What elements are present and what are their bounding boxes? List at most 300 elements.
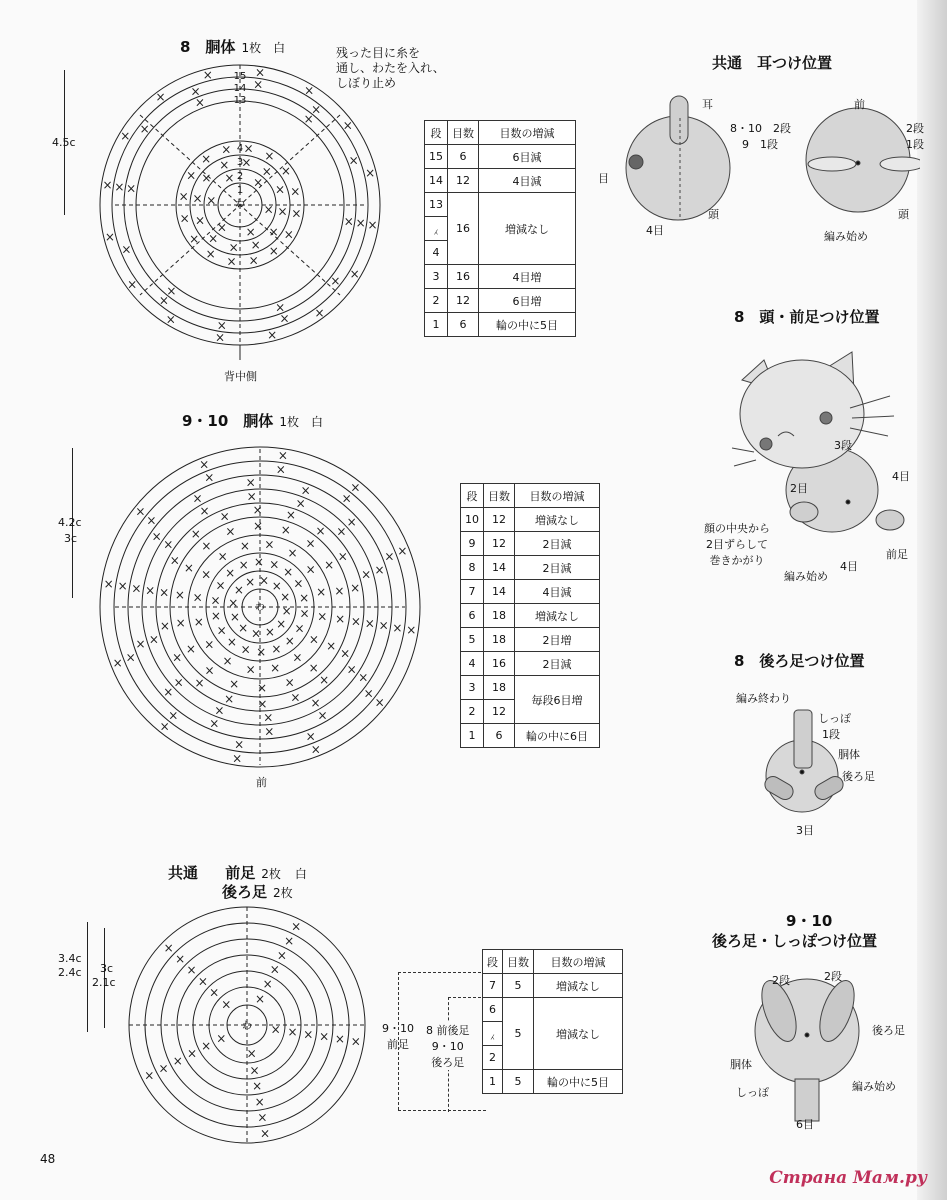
back910-label-start: 編み始め: [852, 1080, 896, 1093]
stitch-mark: ×: [262, 976, 273, 991]
back910-title-b: 後ろ足・しっぽつけ位置: [712, 932, 878, 950]
body8-count: 1枚 白: [241, 41, 286, 55]
stitch-mark: ×: [315, 524, 326, 539]
stitch-mark: ×: [334, 584, 345, 598]
stitch-mark: ×: [253, 555, 264, 569]
stitch-mark: ×: [240, 642, 251, 657]
table-row: [425, 313, 576, 337]
stitch-mark: ×: [319, 672, 330, 687]
table-header-row: [461, 484, 600, 508]
table-cell: 7: [483, 974, 503, 998]
stitch-mark: ×: [275, 462, 286, 477]
stitch-mark: ×: [294, 621, 305, 636]
stitch-mark: ×: [194, 95, 205, 110]
stitch-mark: ×: [112, 655, 123, 670]
stitch-mark: ×: [308, 632, 319, 647]
stitch-mark: ×: [283, 227, 294, 242]
back910-label-six: 6目: [796, 1118, 814, 1131]
table-cell: 2: [461, 700, 484, 724]
svg-text:わ: わ: [255, 602, 265, 613]
body8-round-label: 15: [233, 71, 247, 82]
stitch-mark: ×: [250, 626, 262, 641]
table-row: [425, 145, 576, 169]
table-cell: 毎段6目増: [515, 676, 600, 724]
stitch-mark: ×: [252, 1079, 263, 1094]
watermark-logo: Страна Мам.ру: [769, 1168, 927, 1188]
stitch-mark: ×: [314, 305, 325, 320]
table-cell: 増減なし: [515, 604, 600, 628]
body910-title: [182, 410, 323, 431]
back910-label-back-leg: 後ろ足: [872, 1024, 905, 1037]
stitch-mark: ×: [264, 149, 275, 164]
stitch-mark: ×: [192, 191, 203, 206]
stitch-mark: ×: [274, 182, 286, 197]
body910-table: [460, 483, 600, 748]
table-cell: 18: [484, 676, 515, 700]
table-cell: 12: [448, 289, 479, 313]
stitch-mark: ×: [204, 637, 215, 652]
stitch-mark: ×: [233, 583, 244, 598]
stitch-mark: ×: [201, 152, 212, 167]
legs-label-line: 9・10: [382, 1022, 414, 1035]
stitch-mark: ×: [166, 284, 177, 298]
stitch-mark: ×: [269, 557, 280, 572]
stitch-mark: ×: [148, 632, 159, 647]
body910-bottom-label: 前: [256, 776, 267, 789]
ear-title: 共通 耳つけ位置: [712, 54, 833, 72]
table-row: [461, 532, 600, 556]
body910-dimension-a: 4.2c: [58, 516, 82, 529]
stitch-mark: ×: [159, 719, 170, 734]
stitch-mark: ×: [311, 102, 322, 117]
stitch-mark: ×: [300, 483, 311, 498]
stitch-mark: ×: [238, 621, 249, 636]
body8-round-label: 3: [236, 157, 244, 168]
back8-label-body: 胴体: [838, 748, 860, 761]
table-header: 段: [425, 121, 448, 145]
stitch-mark: ×: [317, 609, 328, 624]
table-row: [461, 676, 600, 700]
stitch-mark: ×: [350, 614, 361, 629]
stitch-mark: ×: [261, 164, 272, 179]
body8-round-label: 1: [236, 185, 244, 196]
back8-label-end: 編み終わり: [736, 692, 791, 705]
table-cell: 14: [425, 169, 448, 193]
table-cell: 13: [425, 193, 448, 217]
stitch-mark: ×: [276, 616, 287, 631]
table-header: 目数: [503, 950, 534, 974]
stitch-mark: ×: [346, 662, 357, 677]
stitch-mark: ×: [348, 153, 359, 168]
head8-label-four-moku2: 4目: [840, 560, 858, 573]
stitch-mark: ×: [303, 1027, 314, 1042]
head8-note-line: 2目ずらして: [706, 538, 768, 551]
stitch-mark: ×: [363, 686, 374, 701]
stitch-mark: ×: [206, 193, 217, 208]
stitch-mark: ×: [135, 504, 146, 519]
stitch-mark: ×: [209, 716, 220, 731]
legs-label-line: 8 前後足: [426, 1024, 470, 1037]
ear-diagram: [610, 88, 920, 238]
stitch-mark: ×: [246, 489, 257, 504]
stitch-mark: ×: [169, 553, 180, 568]
ear-label-four: 4目: [646, 224, 664, 237]
stitch-mark: ×: [291, 919, 302, 934]
table-row: [483, 1070, 623, 1094]
stitch-mark: ×: [340, 646, 351, 661]
table-cell: ⁁: [425, 217, 448, 241]
stitch-mark: ×: [229, 676, 240, 691]
stitch-mark: ×: [254, 992, 266, 1007]
table-cell: 14: [484, 580, 515, 604]
stitch-mark: ×: [246, 1046, 257, 1061]
legs-back: 後ろ足: [222, 883, 268, 901]
head8-center-note: [704, 520, 770, 568]
stitch-mark: ×: [163, 685, 174, 699]
stitch-mark: ×: [349, 267, 360, 282]
stitch-mark: ×: [305, 729, 316, 744]
stitch-mark: ×: [210, 608, 221, 623]
table-row: [461, 556, 600, 580]
stitch-mark: ×: [121, 242, 132, 257]
stitch-mark: ×: [229, 609, 240, 624]
stitch-mark: ×: [165, 312, 176, 327]
stitch-mark: ×: [102, 178, 113, 192]
body8-bottom-label: 背中側: [224, 370, 257, 383]
stitch-mark: ×: [228, 240, 239, 255]
back8-title: 8 後ろ足つけ位置: [734, 652, 865, 670]
stitch-mark: ×: [303, 112, 314, 126]
stitch-mark: ×: [201, 567, 212, 582]
back8-label-back-leg: 後ろ足: [842, 770, 875, 783]
head8-note-line: 顔の中央から: [704, 522, 770, 535]
table-cell: 5: [461, 628, 484, 652]
legs-front-count: 2枚: [261, 867, 281, 881]
table-cell: 6: [461, 604, 484, 628]
table-cell: 2目減: [515, 556, 600, 580]
table-cell: 1: [461, 724, 484, 748]
stitch-mark: ×: [350, 1034, 361, 1049]
table-cell: 輪の中に5目: [479, 313, 576, 337]
ear-label-rounds9: 9 1段: [742, 138, 778, 151]
stitch-mark: ×: [253, 175, 264, 190]
stitch-mark: ×: [241, 155, 252, 170]
table-cell: 4: [425, 241, 448, 265]
stitch-mark: ×: [201, 171, 212, 186]
legs-common: 共通: [168, 864, 199, 882]
stitch-mark: ×: [290, 690, 301, 705]
stitch-mark: ×: [267, 328, 278, 343]
back910-title-a: 9・10: [786, 912, 833, 930]
stitch-mark: ×: [197, 974, 208, 989]
stitch-mark: ×: [392, 620, 403, 635]
table-cell: 12: [448, 169, 479, 193]
table-row: [425, 265, 576, 289]
table-cell: 9: [461, 532, 484, 556]
table-header: 目数: [448, 121, 479, 145]
stitch-mark: ×: [186, 963, 197, 978]
table-cell: 2目増: [515, 628, 600, 652]
table-row: [483, 998, 623, 1022]
stitch-mark: ×: [185, 642, 196, 657]
stitch-mark: ×: [163, 537, 174, 552]
legs-label-910: [382, 1020, 414, 1052]
table-cell: 3: [425, 265, 448, 289]
stitch-mark: ×: [178, 189, 189, 204]
table-cell: 5: [503, 974, 534, 998]
stitch-mark: ×: [201, 539, 212, 554]
stitch-mark: ×: [192, 491, 203, 506]
stitch-mark: ×: [172, 650, 183, 665]
body8-note-line: しぼり止め: [336, 76, 397, 90]
stitch-mark: ×: [199, 503, 210, 518]
stitch-mark: ×: [172, 1053, 183, 1068]
legs-table: [482, 949, 623, 1094]
table-cell: 6: [448, 313, 479, 337]
body8-note-line: 残った目に糸を: [336, 46, 421, 60]
table-cell: 輪の中に6目: [515, 724, 600, 748]
stitch-mark: ×: [135, 636, 146, 651]
body8-chart: [95, 55, 385, 365]
table-row: [461, 580, 600, 604]
stitch-mark: ×: [374, 695, 385, 710]
body910-title-text: 9・10 胴体: [182, 412, 274, 430]
body8-round-label: 4: [236, 143, 244, 154]
table-cell: 6: [448, 145, 479, 169]
stitch-mark: ×: [204, 663, 215, 678]
stitch-mark: ×: [350, 480, 361, 495]
stitch-mark: ×: [139, 121, 150, 136]
stitch-mark: ×: [215, 578, 226, 593]
table-cell: 12: [484, 508, 515, 532]
stitch-mark: ×: [374, 563, 385, 578]
stitch-mark: ×: [216, 1031, 227, 1046]
stitch-mark: ×: [277, 204, 288, 219]
head8-label-four-moku: 4目: [892, 470, 910, 483]
table-cell: 6: [483, 998, 503, 1022]
body8-round-label: 2: [236, 171, 244, 182]
stitch-mark: ×: [221, 997, 232, 1012]
ear-label-two: 2段: [906, 122, 924, 135]
stitch-mark: ×: [378, 618, 389, 633]
stitch-mark: ×: [216, 220, 227, 235]
stitch-mark: ×: [384, 549, 395, 564]
table-cell: 8: [461, 556, 484, 580]
stitch-mark: ×: [258, 573, 270, 588]
stitch-mark: ×: [158, 293, 169, 308]
table-cell: 16: [448, 193, 479, 265]
stitch-mark: ×: [144, 1068, 155, 1083]
stitch-mark: ×: [214, 330, 226, 345]
stitch-mark: ×: [284, 675, 295, 690]
body8-table: [424, 120, 576, 337]
table-header-row: [425, 121, 576, 145]
stitch-mark: ×: [406, 622, 417, 637]
head8-title: 8 頭・前足つけ位置: [734, 308, 880, 326]
stitch-mark: ×: [225, 524, 236, 539]
svg-text:わ: わ: [235, 199, 245, 210]
stitch-mark: ×: [234, 737, 245, 752]
stitch-mark: ×: [104, 230, 115, 245]
ear-label-head: 頭: [708, 208, 719, 221]
stitch-mark: ×: [293, 576, 304, 591]
body8-title: [180, 36, 285, 57]
stitch-mark: ×: [253, 77, 264, 92]
table-row: [461, 628, 600, 652]
back8-label-one-dan: 1段: [822, 728, 840, 741]
head8-label-three-dan: 3段: [834, 439, 852, 452]
ear-label-ear: 耳: [702, 98, 713, 111]
stitch-mark: ×: [290, 184, 301, 199]
stitch-mark: ×: [310, 696, 321, 711]
stitch-mark: ×: [277, 448, 288, 463]
stitch-mark: ×: [276, 948, 287, 963]
ear-label-eye: 目: [598, 172, 609, 185]
stitch-mark: ×: [270, 1022, 281, 1037]
stitch-mark: ×: [317, 708, 328, 723]
table-cell: 10: [461, 508, 484, 532]
table-cell: 3: [461, 676, 484, 700]
table-cell: 2: [425, 289, 448, 313]
stitch-mark: ×: [249, 1063, 260, 1078]
svg-text:わ: わ: [242, 1021, 252, 1032]
body8-round-label: 14: [233, 83, 247, 94]
table-cell: 14: [484, 556, 515, 580]
stitch-mark: ×: [151, 529, 162, 544]
legs-label-line: 9・10: [431, 1040, 464, 1053]
stitch-mark: ×: [228, 596, 239, 610]
stitch-mark: ×: [264, 724, 275, 739]
table-cell: 12: [484, 532, 515, 556]
table-cell: 16: [448, 265, 479, 289]
stitch-mark: ×: [250, 238, 261, 252]
stitch-mark: ×: [263, 710, 274, 725]
body8-note-line: 通し、わたを入れ、: [336, 61, 445, 75]
stitch-mark: ×: [268, 243, 279, 258]
body910-dimension-b: 3c: [64, 532, 78, 545]
stitch-mark: ×: [252, 503, 263, 517]
stitch-mark: ×: [225, 566, 236, 581]
stitch-mark: ×: [287, 546, 298, 561]
stitch-mark: ×: [270, 661, 281, 676]
stitch-mark: ×: [256, 645, 267, 659]
table-cell: 1: [425, 313, 448, 337]
stitch-mark: ×: [310, 742, 321, 757]
back910-diagram: [745, 975, 885, 1125]
stitch-mark: ×: [285, 508, 296, 523]
legs-bracket-bottom: [398, 1110, 486, 1111]
table-cell: 1: [483, 1070, 503, 1094]
table-cell: 12: [484, 700, 515, 724]
table-row: [461, 604, 600, 628]
table-header: 目数の増減: [479, 121, 576, 145]
stitch-mark: ×: [201, 1039, 212, 1054]
stitch-mark: ×: [239, 538, 250, 553]
stitch-mark: ×: [280, 590, 291, 605]
table-cell: 6: [484, 724, 515, 748]
head8-diagram: [730, 340, 920, 550]
stitch-mark: ×: [224, 691, 235, 706]
ear-label-one: 1段: [906, 138, 924, 151]
stitch-mark: ×: [219, 509, 230, 524]
stitch-mark: ×: [335, 612, 346, 627]
stitch-mark: ×: [174, 587, 185, 602]
stitch-mark: ×: [127, 277, 138, 292]
body910-count: 1枚 白: [279, 415, 323, 429]
stitch-mark: ×: [243, 141, 254, 156]
body910-chart: [95, 445, 425, 770]
table-cell: 6目増: [479, 289, 576, 313]
stitch-mark: ×: [324, 557, 335, 572]
legs-bracket-top: [398, 972, 486, 973]
stitch-mark: ×: [222, 653, 233, 668]
legs-chart: [125, 903, 375, 1153]
stitch-mark: ×: [281, 604, 292, 618]
table-cell: 増減なし: [534, 974, 623, 998]
legs-title-front: [168, 862, 307, 883]
table-cell: 15: [425, 145, 448, 169]
table-cell: 増減なし: [515, 508, 600, 532]
table-cell: 2目減: [515, 652, 600, 676]
table-cell: 18: [484, 628, 515, 652]
stitch-mark: ×: [275, 300, 286, 315]
table-cell: 5: [503, 998, 534, 1070]
stitch-mark: ×: [271, 641, 282, 656]
stitch-mark: ×: [190, 527, 201, 542]
table-row: [461, 724, 600, 748]
stitch-mark: ×: [226, 254, 237, 269]
table-header: 段: [483, 950, 503, 974]
table-cell: 5: [503, 1070, 534, 1094]
stitch-mark: ×: [252, 519, 264, 533]
stitch-mark: ×: [248, 253, 259, 268]
stitch-mark: ×: [226, 635, 237, 650]
table-row: [483, 974, 623, 998]
stitch-mark: ×: [173, 675, 184, 690]
stitch-mark: ×: [256, 681, 268, 695]
stitch-mark: ×: [299, 606, 310, 621]
table-cell: ⁁: [483, 1022, 503, 1046]
stitch-mark: ×: [175, 616, 186, 630]
stitch-mark: ×: [330, 274, 341, 289]
stitch-mark: ×: [159, 585, 170, 600]
stitch-mark: ×: [263, 202, 274, 217]
legs-label-line: 後ろ足: [431, 1056, 465, 1069]
stitch-mark: ×: [283, 564, 294, 579]
stitch-mark: ×: [209, 985, 220, 1000]
table-cell: 4目減: [479, 169, 576, 193]
head8-label-start: 編み始め: [784, 570, 828, 583]
head8-label-two-moku: 2目: [790, 482, 808, 495]
table-cell: 2目減: [515, 532, 600, 556]
stitch-mark: ×: [291, 206, 302, 221]
table-cell: 4目減: [515, 580, 600, 604]
legs-front: 前足: [225, 864, 256, 882]
table-header: 目数の増減: [515, 484, 600, 508]
page-number: 48: [40, 1152, 56, 1166]
stitch-mark: ×: [194, 675, 205, 690]
stitch-mark: ×: [287, 1024, 298, 1039]
stitch-mark: ×: [199, 457, 210, 472]
stitch-mark: ×: [210, 593, 221, 608]
table-header: 目数: [484, 484, 515, 508]
legs-label-line: 前足: [387, 1038, 409, 1051]
stitch-mark: ×: [346, 515, 357, 529]
stitch-mark: ×: [299, 591, 310, 606]
body8-dimension: 4.5c: [52, 136, 76, 149]
table-header: 目数の増減: [534, 950, 623, 974]
stitch-mark: ×: [190, 84, 201, 99]
